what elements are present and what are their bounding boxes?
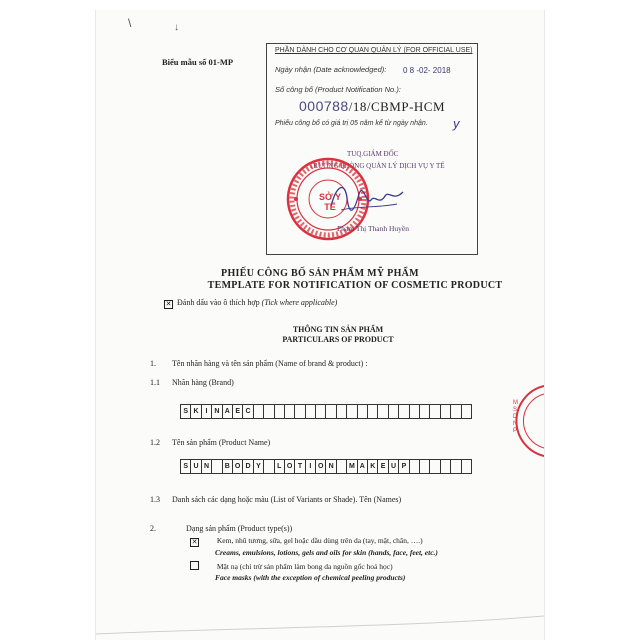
- product-name-char-cell: [451, 459, 461, 474]
- seal-center-text: SỞ Y TẾ: [318, 192, 342, 212]
- product-type-option: [190, 536, 423, 547]
- question-label: Tên nhãn hàng và tên sản phẩm (Name of brand & product) :: [172, 359, 368, 368]
- brand-char-cell: [462, 404, 472, 419]
- product-name-char-cell: [441, 459, 451, 474]
- product-name-char-cell: [337, 459, 347, 474]
- brand-char-cell: [275, 404, 285, 419]
- brand-char-cell: [337, 404, 347, 419]
- brand-char-cell: E: [233, 404, 243, 419]
- form-number: Biểu mẫu số 01-MP: [162, 57, 234, 67]
- edge-stamp-text: MSDNP: [513, 400, 518, 434]
- notification-number-digits: 000788: [299, 98, 349, 114]
- section-heading-en: PARTICULARS OF PRODUCT: [282, 335, 394, 344]
- validity-note: Phiếu công bố có giá trị 05 năm kể từ ngày nhận.: [275, 120, 428, 127]
- brand-char-cell: S: [181, 404, 191, 419]
- product-type-option: [190, 561, 393, 571]
- brand-char-cell: [264, 404, 274, 419]
- option-label-vi: Kem, nhũ tương, sữa, gel hoặc dầu dùng trên da (tay, mặt, chân, ….): [216, 536, 423, 545]
- brand-char-cell: A: [223, 404, 233, 419]
- product-name-char-cell: [462, 459, 472, 474]
- brand-char-grid: [180, 404, 472, 419]
- stamp-title-1: TUQ.GIÁM ĐỐC: [347, 150, 399, 158]
- brand-char-cell: [368, 404, 378, 419]
- section-heading-vi: THÔNG TIN SẢN PHẨM: [292, 325, 384, 334]
- product-name-char-cell: U: [389, 459, 399, 474]
- brand-char-cell: [389, 404, 399, 419]
- date-acknowledged-value: 0 8 -02- 2018: [403, 66, 451, 75]
- brand-char-cell: C: [243, 404, 253, 419]
- brand-char-cell: [399, 404, 409, 419]
- product-name-char-cell: T: [295, 459, 305, 474]
- product-name-char-cell: U: [191, 459, 201, 474]
- question-label: Dạng sản phẩm (Product type(s)): [186, 524, 293, 533]
- notification-number-suffix: /18/CBMP-HCM: [348, 99, 446, 114]
- brand-char-cell: [347, 404, 357, 419]
- product-name-char-cell: S: [181, 459, 191, 474]
- product-type-option-en: [215, 548, 438, 557]
- brand-char-cell: [451, 404, 461, 419]
- product-name-char-cell: M: [347, 459, 357, 474]
- stamp-title-2: TRƯỞNG PHÒNG QUẢN LÝ DỊCH VỤ Y TẾ: [309, 162, 445, 170]
- fold-curve-icon: [96, 608, 544, 638]
- brand-char-cell: [410, 404, 420, 419]
- notification-number: [299, 98, 445, 115]
- question-1: [150, 359, 368, 368]
- tick-instruction-vi: Đánh dấu vào ô thích hợp: [177, 298, 260, 307]
- question-number: 1.2: [150, 438, 160, 447]
- brand-char-cell: [306, 404, 316, 419]
- product-name-char-cell: O: [316, 459, 326, 474]
- question-label: Nhãn hàng (Brand): [172, 378, 234, 387]
- handwritten-mark: y: [453, 116, 460, 131]
- document-title-vi: PHIẾU CÔNG BỐ SẢN PHẨM MỸ PHẨM: [221, 268, 419, 279]
- signer-name: Phạm Thị Thanh Huyền: [337, 224, 410, 233]
- brand-char-cell: [420, 404, 430, 419]
- brand-char-cell: [441, 404, 451, 419]
- scan-mark: ↓: [174, 22, 179, 33]
- brand-char-cell: [378, 404, 388, 419]
- brand-char-cell: I: [202, 404, 212, 419]
- question-1-3: [150, 495, 401, 504]
- official-use-header: PHẦN DÀNH CHO CƠ QUAN QUẢN LÝ (FOR OFFICIAL USE): [275, 47, 473, 54]
- question-number: 1.1: [150, 378, 160, 387]
- brand-char-cell: [285, 404, 295, 419]
- question-number: 1.3: [150, 495, 160, 504]
- question-2: [150, 524, 292, 533]
- product-name-char-cell: B: [223, 459, 233, 474]
- signature-icon: [327, 176, 407, 218]
- brand-char-cell: N: [212, 404, 222, 419]
- product-name-char-cell: E: [378, 459, 388, 474]
- tick-instruction-en: (Tick where applicable): [261, 298, 338, 307]
- date-acknowledged-label: Ngày nhận (Date acknowledged):: [275, 65, 387, 74]
- product-name-char-cell: K: [368, 459, 378, 474]
- question-1-1: [150, 378, 234, 387]
- product-name-char-cell: [264, 459, 274, 474]
- question-1-2: [150, 438, 270, 447]
- brand-char-cell: [430, 404, 440, 419]
- brand-char-cell: [316, 404, 326, 419]
- product-name-char-cell: A: [358, 459, 368, 474]
- option-label-en: Face masks (with the exception of chemical peeling products): [215, 573, 406, 582]
- product-name-char-cell: L: [275, 459, 285, 474]
- brand-char-cell: [358, 404, 368, 419]
- product-type-option-en: [215, 573, 405, 582]
- product-name-char-cell: N: [202, 459, 212, 474]
- notification-number-label: Số công bố (Product Notification No.):: [275, 85, 401, 94]
- official-use-box: [266, 43, 478, 255]
- scan-mark: \: [128, 16, 132, 30]
- product-name-char-cell: [420, 459, 430, 474]
- question-number: 1.: [150, 359, 156, 368]
- checkbox-checked-icon: ✕: [165, 300, 172, 308]
- document-title-en: TEMPLATE FOR NOTIFICATION OF COSMETIC PRODUCT: [207, 280, 503, 291]
- product-name-char-cell: [430, 459, 440, 474]
- brand-char-cell: [326, 404, 336, 419]
- question-number: 2.: [150, 524, 156, 533]
- product-name-char-cell: P: [399, 459, 409, 474]
- product-name-char-cell: Y: [254, 459, 264, 474]
- product-name-char-cell: D: [243, 459, 253, 474]
- product-name-char-cell: [410, 459, 420, 474]
- product-name-char-cell: O: [285, 459, 295, 474]
- brand-char-cell: K: [191, 404, 201, 419]
- question-label: Danh sách các dạng hoặc màu (List of Variants or Shade). Tên (Names): [172, 495, 402, 504]
- product-name-char-cell: O: [233, 459, 243, 474]
- product-name-char-cell: [212, 459, 222, 474]
- question-label: Tên sản phẩm (Product Name): [172, 438, 271, 447]
- product-name-char-cell: I: [306, 459, 316, 474]
- option-label-en: Creams, emulsions, lotions, gels and oils for skin (hands, face, feet, etc.): [215, 548, 438, 557]
- product-name-char-grid: [180, 459, 472, 474]
- checkbox-checked-icon: ✕: [191, 538, 198, 546]
- product-name-char-cell: N: [326, 459, 336, 474]
- option-label-vi: Mặt nạ (chỉ trừ sản phẩm làm bong da nguồn gốc hoá học): [216, 562, 393, 571]
- checkbox-empty-icon: [190, 561, 199, 570]
- tick-instruction: [164, 298, 337, 309]
- brand-char-cell: [295, 404, 305, 419]
- brand-char-cell: [254, 404, 264, 419]
